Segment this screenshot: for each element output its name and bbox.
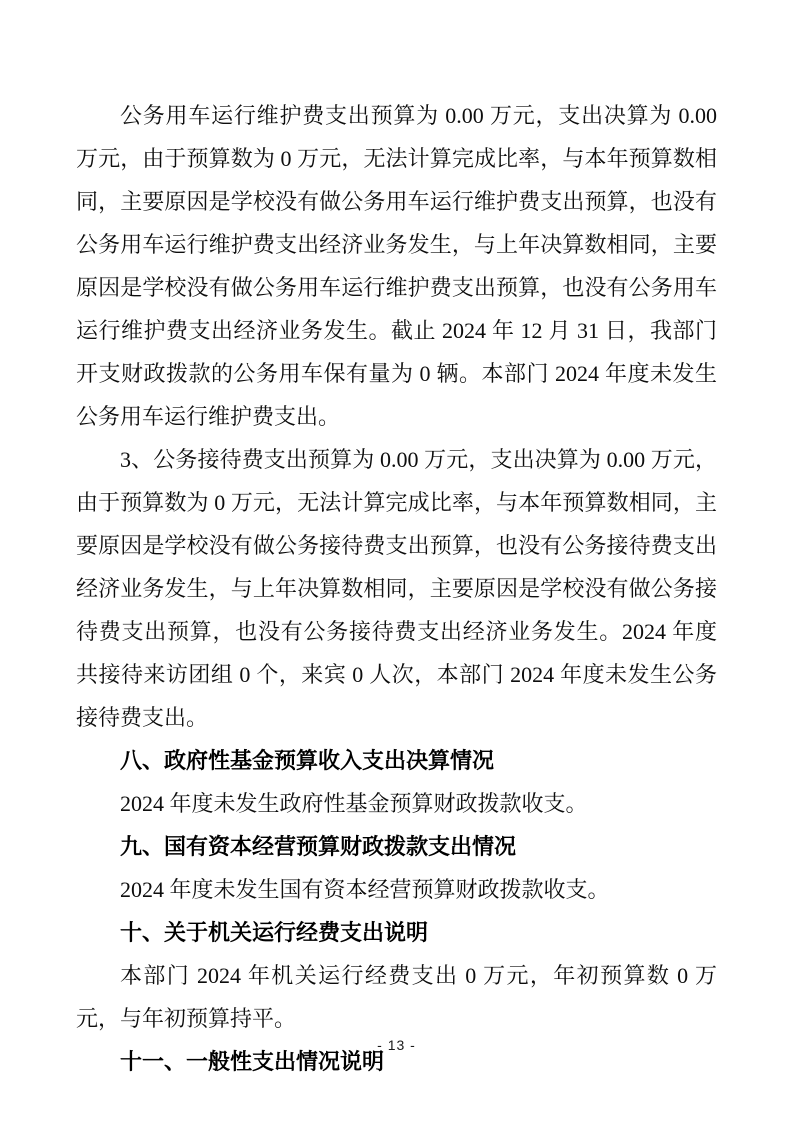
page-number: - 13 -	[377, 1037, 416, 1053]
paragraph-government-fund-budget: 2024 年度未发生政府性基金预算财政拨款收支。	[120, 791, 588, 816]
document-body	[76, 94, 717, 1083]
paragraph-agency-operating-expense: 本部门 2024 年机关运行经费支出 0 万元，年初预算数 0 万元，与年初预算持平。	[76, 963, 717, 1031]
paragraph-official-reception-expense: 3、公务接待费支出预算为 0.00 万元，支出决算为 0.00 万元，由于预算数为 0 万元，无法计算完成比率，与本年预算数相同，主要原因是学校没有做公务接待费支出预算，也没有公务接待费支出经济业务发生，与上年决算数相同，主要原因是学校没有做公务接待费支出预算，也没有公务接待费支出经济业务发生。2024 年度共接待来访团组 0 个，来宾 0 人次，本部门 2024 年度未发生公务接待费支出。	[76, 447, 717, 730]
section-heading-agency-operating-expense: 十、关于机关运行经费支出说明	[120, 920, 429, 945]
paragraph-vehicle-maintenance-expense: 公务用车运行维护费支出预算为 0.00 万元，支出决算为 0.00 万元，由于预算数为 0 万元，无法计算完成比率，与本年预算数相同，主要原因是学校没有做公务用车运行维护费支出预算，也没有公务用车运行维护费支出经济业务发生，与上年决算数相同，主要原因是学校没有做公务用车运行维护费支出预算，也没有公务用车运行维护费支出经济业务发生。截止 2024 年 12 月 31 日，我部门开支财政拨款的公务用车保有量为 0 辆。本部门 2024 年度未发生公务用车运行维护费支出。	[76, 103, 717, 429]
section-heading-state-capital-budget: 九、国有资本经营预算财政拨款支出情况	[120, 834, 517, 859]
paragraph-state-capital-budget: 2024 年度未发生国有资本经营预算财政拨款收支。	[120, 877, 610, 902]
section-heading-government-fund-budget: 八、政府性基金预算收入支出决算情况	[120, 748, 495, 773]
section-heading-general-expense-note: 十一、一般性支出情况说明	[120, 1049, 385, 1074]
